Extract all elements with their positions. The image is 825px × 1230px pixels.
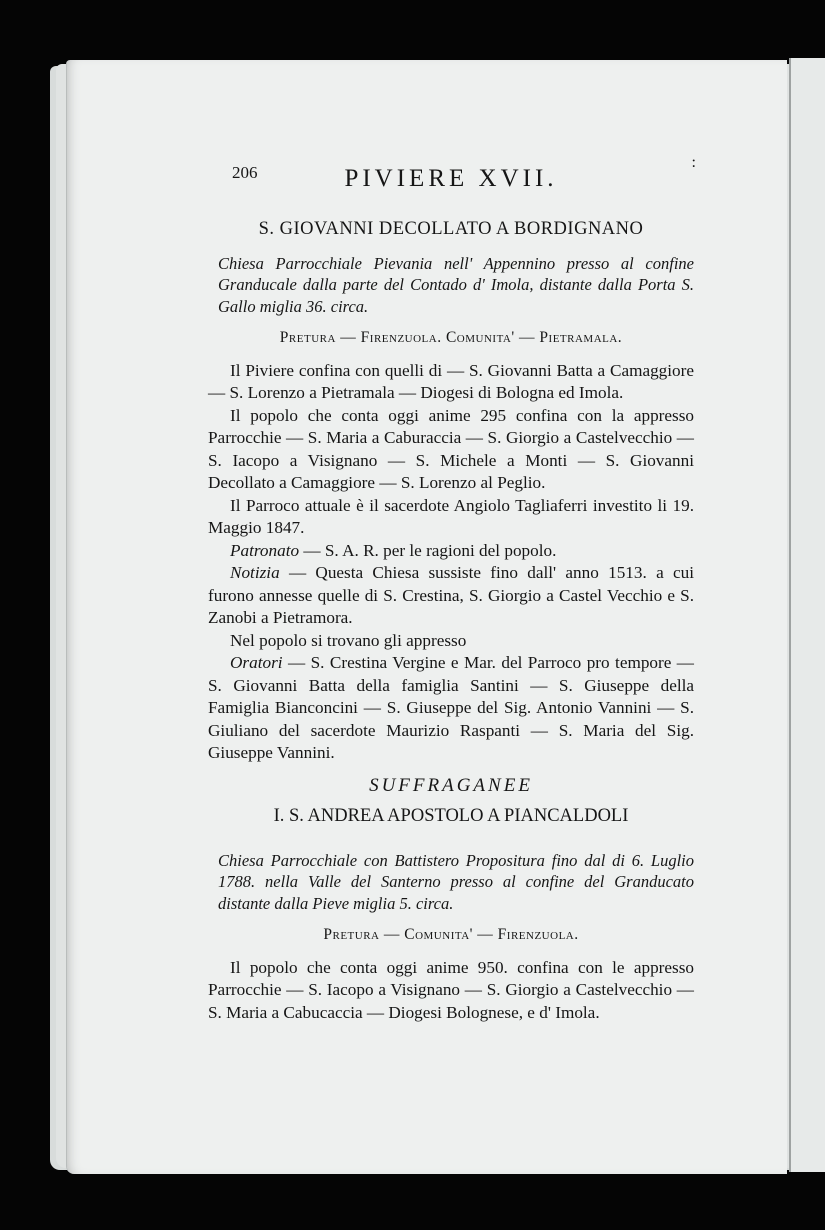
paragraph-notizia: Notizia — Questa Chiesa sussiste fino dall' anno 1513. a cui furono annesse quelle di S. Crestina, S. Giorgio a Castel Vecchio e S. Zanobi a Pietramora. <box>208 563 694 627</box>
subsidiary-paragraph: Il popolo che conta oggi anime 950. confina con le appresso Parrocchie — S. Iacopo a Visignano — S. Giorgio a Castelvecchio — S. Maria a Cabucaccia — Diogesi Bolognese, e d' Imola. <box>208 957 694 1022</box>
page-number: 206 <box>232 163 258 182</box>
pretura-line: Pretura — Firenzuola. Comunita' — Pietramala. <box>279 329 623 346</box>
subsidiary-pretura-line: Pretura — Comunita' — Firenzuola. <box>323 926 579 943</box>
subsidiary-church-title: I. S. ANDREA APOSTOLO A PIANCALDOLI <box>273 806 629 826</box>
section-heading: SUFFRAGANEE <box>369 774 533 796</box>
piviere-title: PIVIERE XVII. <box>344 165 558 192</box>
corner-mark: : <box>691 154 696 171</box>
page-header <box>208 150 694 200</box>
subsidiary-church-description: Chiesa Parrocchiale con Battistero Propositura fino dal di 6. Luglio 1788. nella Valle del Santerno presso al confine del Granducato distante dalla Pieve miglia 5. circa. <box>218 850 694 913</box>
page-text-block <box>208 150 694 1024</box>
church-title: S. GIOVANNI DECOLLATO A BORDIGNANO <box>258 219 644 239</box>
paragraph-popolo: Il popolo che conta oggi anime 295 confina con la appresso Parrocchie — S. Maria a Caburaccia — S. Giorgio a Castelvecchio — S. Iacopo a Visignano — S. Michele a Monti — S. Giovanni Decollato a Camaggiore — S. Lorenzo al Peglio. <box>208 405 694 492</box>
church-description: Chiesa Parrocchiale Pievania nell' Appennino presso al confine Granducale dalla parte del Contado d' Imola, distante dalla Porta S. Gallo miglia 36. circa. <box>218 253 694 316</box>
facing-page-edge <box>789 58 825 1172</box>
paragraph-oratori: Oratori — S. Crestina Vergine e Mar. del Parroco pro tempore — S. Giovanni Batta della famiglia Santini — S. Giuseppe della Famiglia Bianconcini — S. Giuseppe del Sig. Antonio Vannini — S. Giuliano del sacerdote Maurizio Raspanti — S. Maria del Sig. Giuseppe Vannini. <box>208 653 694 762</box>
paragraph-appresso: Nel popolo si trovano gli appresso <box>230 630 467 650</box>
paragraph-patronato: Patronato — S. A. R. per le ragioni del popolo. <box>230 540 557 560</box>
paragraph-parroco: Il Parroco attuale è il sacerdote Angiolo Tagliaferri investito li 19. Maggio 1847. <box>208 495 694 537</box>
paragraph-confini: Il Piviere confina con quelli di — S. Giovanni Batta a Camaggiore — S. Lorenzo a Pietramala — Diogesi di Bologna ed Imola. <box>208 360 694 402</box>
